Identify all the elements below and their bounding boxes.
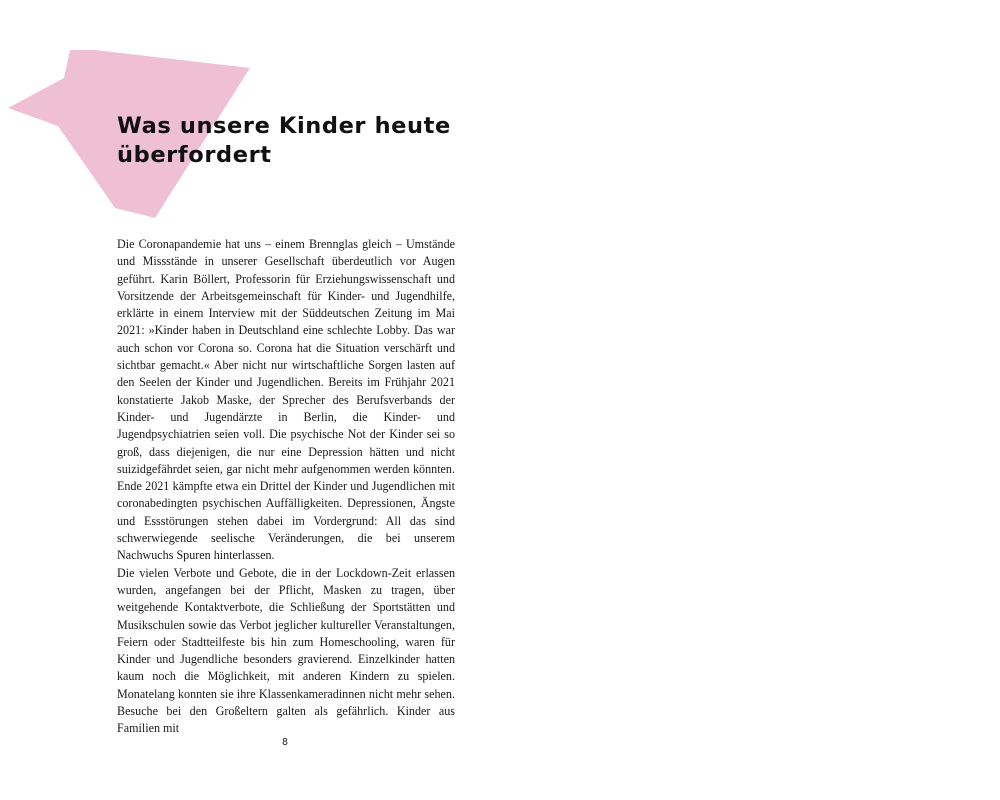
- paragraph: Die Coronapandemie hat uns – einem Brennglas gleich – Umstände und Missstände in unserer Gesellschaft überdeutlich vor Augen geführt. Karin Böllert, Professorin für Erziehungswissenschaft und Vorsitzende der Arbeitsgemeinschaft für Kinder- und Jugendhilfe, erklärte in einem Interview mit der Süddeutschen Zeitung im Mai 2021: »Kinder haben in Deutschland eine schlechte Lobby. Das war auch schon vor Corona so. Corona hat die Situation verschärft und sichtbar gemacht.« Aber nicht nur wirtschaftliche Sorgen lasten auf den Seelen der Kinder und Jugendlichen. Bereits im Frühjahr 2021 konstatierte Jakob Maske, der Sprecher des Berufsverbands der Kinder- und Jugendärzte in Berlin, die Kinder- und Jugendpsychiatrien seien voll. Die psychische Not der Kinder sei so groß, dass diejenigen, die nur eine Depression hätten und nicht suizidgefährdet seien, gar nicht mehr aufgenommen werden könnten. Ende 2021 kämpfte etwa ein Drittel der Kinder und Jugendlichen mit coronabedingten psychischen Auffälligkeiten. Depressionen, Ängste und Essstörungen stehen dabei im Vordergrund: All das sind schwerwiegende seelische Veränderungen, die bei unserem Nachwuchs Spuren hinterlassen.: [117, 237, 455, 563]
- page-number-left: 8: [281, 737, 289, 748]
- left-body-text: [117, 236, 455, 738]
- chapter-title: Was unsere Kinder heute überfordert: [117, 113, 451, 168]
- paragraph: Die vielen Verbote und Gebote, die in der Lockdown-Zeit erlassen wurden, angefangen bei der Pflicht, Masken zu tragen, über weitgehende Kontaktverbote, die Schließung der Sportstätten und Musikschulen sowie das Verbot jeglicher kultureller Veranstaltungen, Feiern oder Stadtteilfeste bis hin zum Homeschooling, waren für Kinder und Jugendliche besonders gravierend. Einzelkinder hatten kaum noch die Möglichkeit, mit anderen Kindern zu spielen. Monatelang konnten sie ihre Klassenkameradinnen nicht mehr sehen. Besuche bei den Großeltern galten als gefährlich. Kinder aus Familien mit: [117, 565, 455, 736]
- right-page: [500, 0, 1000, 800]
